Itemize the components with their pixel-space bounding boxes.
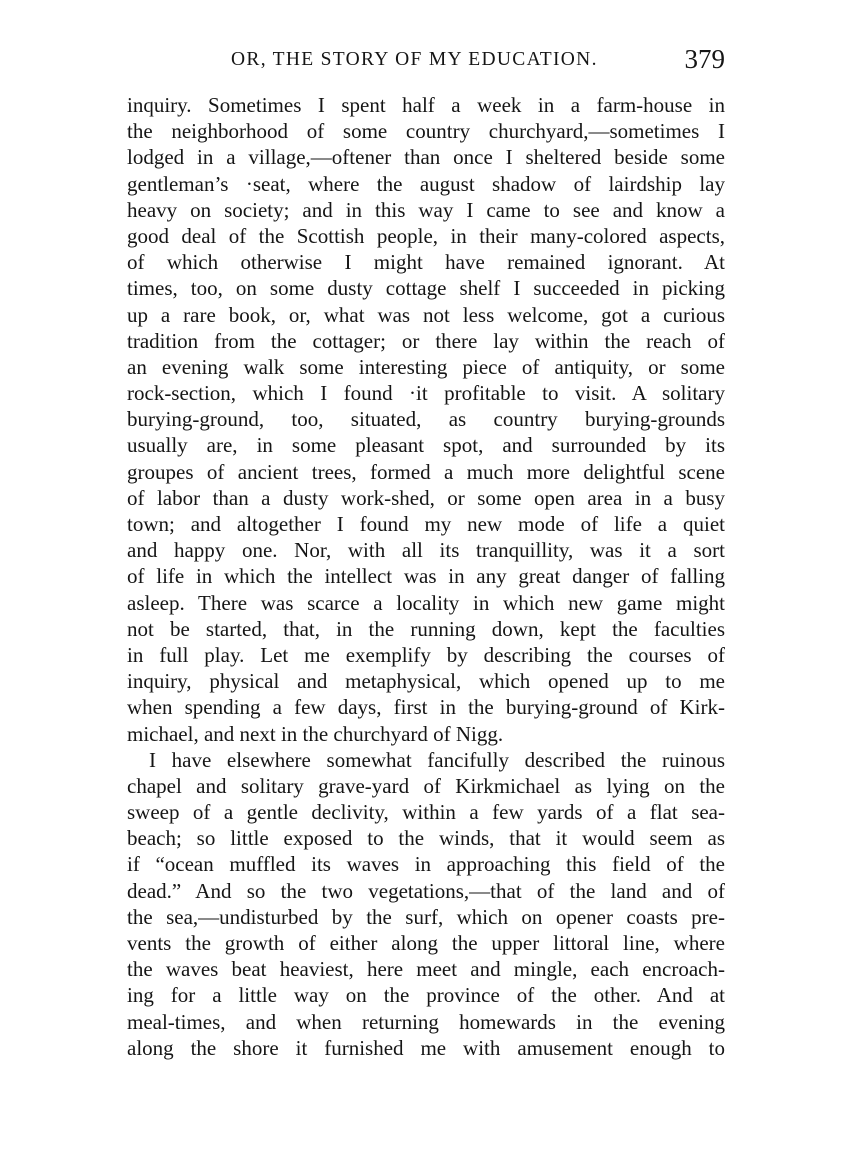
text-line: asleep. There was scarce a locality in which new game might bbox=[127, 590, 725, 615]
text-line: and happy one. Nor, with all its tranquillity, was it a sort bbox=[127, 538, 725, 563]
text-line: usually are, in some pleasant spot, and surrounded by its bbox=[127, 433, 725, 458]
text-line: an evening walk some interesting piece of antiquity, or some bbox=[127, 354, 725, 379]
running-title: OR, THE STORY OF MY EDUCATION. bbox=[231, 49, 598, 70]
text-line: the neighborhood of some country churchyard,—sometimes I bbox=[127, 119, 725, 144]
page-number: 379 bbox=[684, 44, 725, 74]
text-line: meal-times, and when returning homewards in the evening bbox=[127, 1009, 725, 1034]
text-line: vents the growth of either along the upper littoral line, where bbox=[127, 931, 725, 955]
paragraph-end-line: michael, and next in the churchyard of Nigg. bbox=[127, 721, 504, 746]
text-line: times, too, on some dusty cottage shelf I succeeded in picking bbox=[127, 276, 725, 301]
text-line: heavy on society; and in this way I came to see and know a bbox=[127, 197, 725, 222]
text-line: tradition from the cottager; or there lay within the reach of bbox=[127, 328, 725, 353]
text-line: not be started, that, in the running down, kept the faculties bbox=[127, 616, 725, 641]
text-line: when spending a few days, first in the burying-ground of Kirk- bbox=[127, 695, 725, 720]
text-line: groupes of ancient trees, formed a much more delightful scene bbox=[127, 459, 725, 484]
text-line: up a rare book, or, what was not less welcome, got a curious bbox=[127, 302, 725, 327]
text-line: inquiry, physical and metaphysical, which opened up to me bbox=[127, 669, 725, 694]
text-line: gentleman’s ·seat, where the august shadow of lairdship lay bbox=[127, 171, 725, 196]
text-line: of life in which the intellect was in any great danger of falling bbox=[127, 564, 725, 589]
text-line: burying-ground, too, situated, as country burying-grounds bbox=[127, 407, 725, 432]
text-line: along the shore it furnished me with amusement enough to bbox=[127, 1035, 725, 1060]
text-line: ing for a little way on the province of the other. And at bbox=[127, 983, 725, 1008]
text-line: sweep of a gentle declivity, within a few yards of a flat sea- bbox=[127, 800, 725, 825]
text-line: good deal of the Scottish people, in their many-colored aspects, bbox=[127, 223, 725, 248]
paragraph-start-line: I have elsewhere somewhat fancifully described the ruinous bbox=[149, 747, 725, 772]
text-line: beach; so little exposed to the winds, that it would seem as bbox=[127, 826, 725, 851]
text-line: inquiry. Sometimes I spent half a week in a farm-house in bbox=[127, 93, 725, 117]
text-line: lodged in a village,—oftener than once I sheltered beside some bbox=[127, 145, 725, 170]
text-line: town; and altogether I found my new mode of life a quiet bbox=[127, 512, 725, 536]
text-line: the waves beat heaviest, here meet and mingle, each encroach- bbox=[127, 957, 725, 982]
text-line: in full play. Let me exemplify by describing the courses of bbox=[127, 642, 725, 667]
running-head bbox=[127, 44, 725, 74]
text-line: if “ocean muffled its waves in approaching this field of the bbox=[127, 852, 725, 877]
body-text bbox=[127, 92, 725, 1061]
text-line: rock-section, which I found ·it profitable to visit. A solitary bbox=[127, 381, 725, 406]
text-line: the sea,—undisturbed by the surf, which on opener coasts pre- bbox=[127, 904, 725, 929]
text-line: dead.” And so the two vegetations,—that of the land and of bbox=[127, 878, 725, 903]
text-line: of which otherwise I might have remained ignorant. At bbox=[127, 250, 725, 275]
text-line: chapel and solitary grave-yard of Kirkmichael as lying on the bbox=[127, 773, 725, 798]
text-line: of labor than a dusty work-shed, or some open area in a busy bbox=[127, 485, 725, 510]
